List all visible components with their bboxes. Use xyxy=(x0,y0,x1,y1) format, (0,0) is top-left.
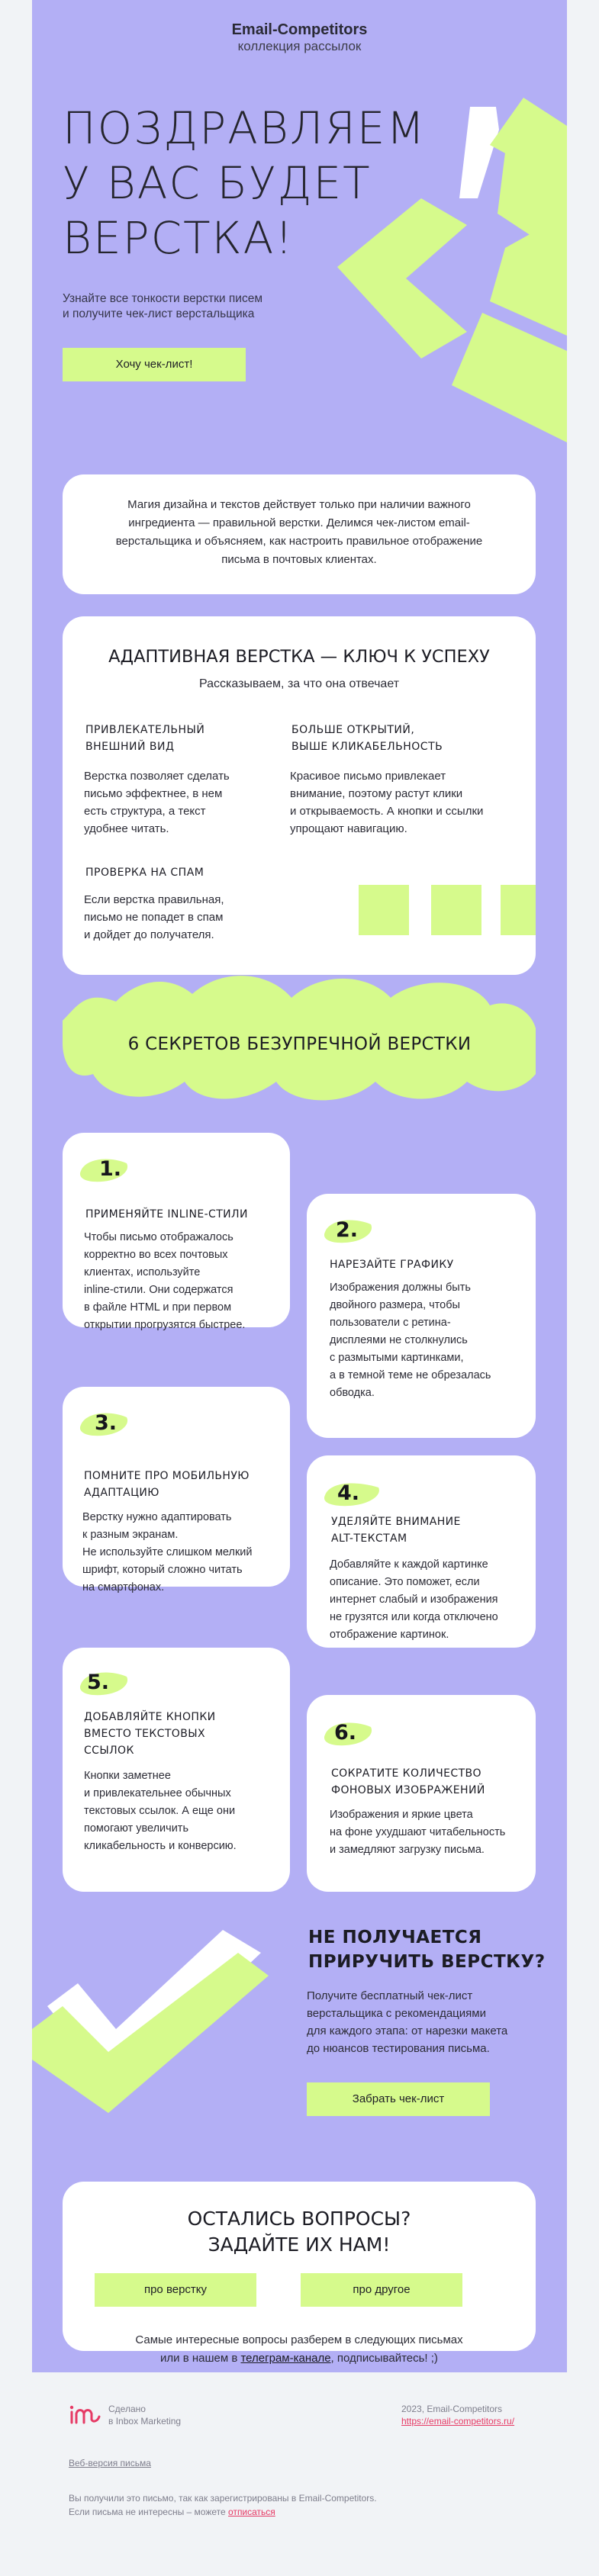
feature-text-line: и открываемость. А кнопки и ссылки xyxy=(290,805,484,818)
site-link[interactable]: https://email-competitors.ru/ xyxy=(401,2416,515,2426)
secret-text-line: пользователи с ретина- xyxy=(330,1317,451,1329)
secret-heading-line: СОКРАТИТЕ КОЛИЧЕСТВО xyxy=(331,1767,481,1780)
secret-text-line: на смартфонах. xyxy=(82,1581,165,1594)
decor-square xyxy=(359,885,409,935)
secret-text-line: шрифт, который сложно читать xyxy=(82,1564,243,1576)
feature-text xyxy=(84,891,224,944)
adaptive-lead: Рассказываем, за что она отвечает xyxy=(198,677,400,690)
secret-text-line: обводка. xyxy=(330,1387,375,1399)
secret-text xyxy=(330,1806,505,1859)
footer-note-line: Вы получили это письмо, так как зарегистрированы в Email-Competitors. xyxy=(69,2493,377,2504)
cta-text-line: для каждого этапа: от нарезки макета xyxy=(307,2024,508,2037)
feature-text-line: и дойдет до получателя. xyxy=(84,928,214,941)
secret-heading-line: НАРЕЗАЙТЕ ГРАФИКУ xyxy=(330,1259,454,1271)
text-span: , подписывайтесь! ;) xyxy=(330,2352,438,2365)
cta-text-line: верстальщика с рекомендациями xyxy=(307,2007,486,2020)
secret-text-line: описание. Это поможет, если xyxy=(330,1576,480,1588)
secret-text-line: и замедляют загрузку письма. xyxy=(330,1844,485,1856)
questions-title xyxy=(63,2206,536,2258)
footer xyxy=(32,2372,567,2576)
secret-number: 5. xyxy=(87,1671,110,1694)
cta-text xyxy=(307,1987,536,2057)
secret-text-line: интернет слабый и изображения xyxy=(330,1594,498,1606)
unsubscribe-link[interactable]: отписаться xyxy=(228,2507,275,2517)
secret-text-line: Верстку нужно адаптировать xyxy=(82,1511,232,1523)
cta-text-line: Получите бесплатный чек-лист xyxy=(307,1989,473,2002)
secret-heading xyxy=(85,1206,248,1223)
secret-text xyxy=(330,1556,498,1644)
secret-heading xyxy=(330,1256,454,1273)
feature-heading xyxy=(85,722,204,755)
secret-text-line: кликабельность и конверсию. xyxy=(84,1840,237,1852)
secret-heading-line: ФОНОВЫХ ИЗОБРАЖЕНИЙ xyxy=(331,1784,485,1796)
footer-note xyxy=(69,2491,377,2519)
secret-heading-line: ALT-ТЕКСТАМ xyxy=(331,1532,407,1545)
secret-number: 4. xyxy=(337,1481,360,1505)
secret-text-line: Изображения и яркие цвета xyxy=(330,1809,473,1821)
feature-heading-line: БОЛЬШЕ ОТКРЫТИЙ, xyxy=(291,724,415,736)
feature-text-line: Красивое письмо привлекает xyxy=(290,770,446,783)
questions-title-line: ОСТАЛИСЬ ВОПРОСЫ? xyxy=(187,2208,411,2230)
get-checklist-button[interactable]: Хочу чек-лист! xyxy=(63,348,246,381)
secret-heading-line: АДАПТАЦИЮ xyxy=(84,1487,159,1499)
hero-subtitle-line: и получите чек-лист верстальщика xyxy=(63,307,255,320)
secret-heading xyxy=(84,1468,250,1501)
secret-text-line: inline-стили. Они содержатся xyxy=(84,1284,233,1296)
feature-text-line: есть структура, а текст xyxy=(84,805,206,818)
inbox-marketing-logo-icon xyxy=(69,2404,102,2424)
cta-title-line: ПРИРУЧИТЬ ВЕРСТКУ? xyxy=(308,1952,546,1972)
copyright-year: 2023, Email-Competitors xyxy=(401,2404,503,2414)
questions-text xyxy=(63,2331,536,2368)
footer-note-line xyxy=(69,2505,377,2519)
feature-text-line: письмо эффектнее, в нем xyxy=(84,787,223,800)
secret-heading xyxy=(331,1513,461,1547)
feature-text xyxy=(290,767,483,838)
secrets-title: 6 СЕКРЕТОВ БЕЗУПРЕЧНОЙ ВЕРСТКИ xyxy=(127,1034,472,1054)
feature-heading-line: ПРОВЕРКА НА СПАМ xyxy=(85,867,204,879)
brand-subtitle: коллекция рассылок xyxy=(237,39,362,53)
secret-text-line: отображение картинок. xyxy=(330,1629,449,1641)
hero-title xyxy=(63,101,426,265)
secret-text-line: Чтобы письмо отображалось xyxy=(84,1231,233,1243)
secret-number: 2. xyxy=(336,1218,359,1242)
secret-text-line: дисплеями не столкнулись xyxy=(330,1334,468,1346)
about-other-button[interactable]: про другое xyxy=(301,2273,462,2307)
secret-text-line: и привлекательнее обычных xyxy=(84,1787,231,1799)
feature-text-line: письмо не попадет в спам xyxy=(84,911,224,924)
cta-title-line: НЕ ПОЛУЧАЕТСЯ xyxy=(308,1928,482,1947)
secret-number: 3. xyxy=(95,1411,118,1435)
telegram-link[interactable]: телеграм-канале xyxy=(240,2352,331,2365)
made-by-line: в Inbox Marketing xyxy=(108,2416,182,2426)
secret-card-6 xyxy=(307,1695,536,1892)
questions-card xyxy=(63,2182,536,2365)
secret-heading xyxy=(331,1765,485,1799)
secret-text-line: Добавляйте к каждой картинке xyxy=(330,1558,488,1571)
secret-heading-line: УДЕЛЯЙТЕ ВНИМАНИЕ xyxy=(331,1516,461,1528)
secret-number: 1. xyxy=(99,1157,122,1181)
secret-number: 6. xyxy=(334,1721,357,1745)
cta-title xyxy=(308,1925,546,1974)
secret-text-line: Кнопки заметнее xyxy=(84,1770,171,1782)
secret-text-line: Изображения должны быть xyxy=(330,1282,471,1294)
email-page xyxy=(32,0,567,2576)
text-span: или в нашем в xyxy=(160,2352,241,2365)
brand-name[interactable]: Email-Competitors xyxy=(231,21,368,38)
take-checklist-button[interactable]: Забрать чек-лист xyxy=(307,2082,490,2116)
intro-card xyxy=(63,474,536,594)
secret-text-line: двойного размера, чтобы xyxy=(330,1299,460,1311)
secret-text-line: не грузятся или когда отключено xyxy=(330,1611,498,1623)
adaptive-title: АДАПТИВНАЯ ВЕРСТКА — КЛЮЧ К УСПЕХУ xyxy=(108,647,490,667)
secret-text xyxy=(330,1279,491,1402)
adaptive-card xyxy=(63,616,536,975)
secret-card-1 xyxy=(63,1133,290,1331)
questions-title-line: ЗАДАЙТЕ ИХ НАМ! xyxy=(208,2233,391,2256)
secret-text xyxy=(82,1509,253,1597)
feature-heading-line: ПРИВЛЕКАТЕЛЬНЫЙ xyxy=(85,724,205,736)
secret-text-line: корректно во всех почтовых xyxy=(84,1249,228,1261)
secret-heading-line: ССЫЛОК xyxy=(84,1745,134,1757)
secret-text-line: к разным экранам. xyxy=(82,1529,179,1541)
feature-text-line: Верстка позволяет сделать xyxy=(84,770,230,783)
made-by-line: Сделано xyxy=(108,2404,146,2414)
secret-text xyxy=(84,1767,237,1855)
feature-heading xyxy=(85,864,204,881)
secret-text-line: с размытыми картинками, xyxy=(330,1352,464,1364)
lavender-background xyxy=(32,0,567,2372)
secret-text-line: открытии прогрузятся быстрее. xyxy=(84,1319,246,1331)
hero-subtitle xyxy=(63,291,322,322)
secret-text-line: а в темной теме не обрезалась xyxy=(330,1369,491,1381)
feature-heading-line: ВЫШЕ КЛИКАБЕЛЬНОСТЬ xyxy=(291,741,443,753)
questions-text-line xyxy=(63,2349,536,2368)
secret-text-line: клиентах, используйте xyxy=(84,1266,201,1278)
about-layout-button[interactable]: про верстку xyxy=(95,2273,256,2307)
feature-text-line: внимание, поэтому растут клики xyxy=(290,787,463,800)
secret-text-line: текстовых ссылок. А еще они xyxy=(84,1805,236,1817)
feature-text xyxy=(84,767,230,838)
secret-heading-line: ПРИМЕНЯЙТЕ INLINE-СТИЛИ xyxy=(85,1208,248,1220)
brand-header xyxy=(32,21,567,54)
feature-text-line: Если верстка правильная, xyxy=(84,893,224,906)
checkmark-graphic xyxy=(32,1907,291,2121)
made-by[interactable] xyxy=(108,2403,181,2427)
feature-heading xyxy=(291,722,443,755)
feature-heading-line: ВНЕШНИЙ ВИД xyxy=(85,741,175,753)
secret-heading xyxy=(84,1709,216,1759)
secret-text xyxy=(84,1229,245,1334)
questions-text-line: Самые интересные вопросы разберем в следующих письмах xyxy=(135,2333,463,2346)
feature-text-line: упрощают навигацию. xyxy=(290,822,407,835)
hero-subtitle-line: Узнайте все тонкости верстки писем xyxy=(63,292,262,305)
web-version-link[interactable]: Веб-версия письма xyxy=(69,2458,151,2468)
decor-square xyxy=(501,885,536,935)
secret-heading-line: ДОБАВЛЯЙТЕ КНОПКИ xyxy=(84,1711,216,1723)
secret-text-line: помогают увеличить xyxy=(84,1822,188,1835)
decor-square xyxy=(431,885,481,935)
hero-title-line: ВЕРСТКА! xyxy=(63,212,295,264)
secret-card-5 xyxy=(63,1648,290,1892)
hero-title-line: У ВАС БУДЕТ xyxy=(63,157,372,209)
feature-text-line: удобнее читать. xyxy=(84,822,169,835)
secret-card-4 xyxy=(307,1455,536,1648)
secret-card-2 xyxy=(307,1194,536,1438)
secret-heading-line: ВМЕСТО ТЕКСТОВЫХ xyxy=(84,1728,205,1740)
secret-card-3 xyxy=(63,1387,290,1594)
hero-title-line: ПОЗДРАВЛЯЕМ xyxy=(63,102,427,154)
secret-text-line: Не используйте слишком мелкий xyxy=(82,1546,253,1558)
intro-text: Магия дизайна и текстов действует только при наличии важного ингредиента — правильной верстки. Делимся чек-листом email-верстальщика и объясняем, как настроить правильное отображение письма в почтовых клиентах. xyxy=(115,498,483,566)
secret-text-line: на фоне ухудшают читабельность xyxy=(330,1826,506,1838)
cta-text-line: до нюансов тестирования письма. xyxy=(307,2042,490,2055)
secret-heading-line: ПОМНИТЕ ПРО МОБИЛЬНУЮ xyxy=(84,1470,250,1482)
footer-copyright xyxy=(401,2403,514,2427)
text-span: Если письма не интересны – можете xyxy=(69,2507,229,2517)
secret-text-line: в файле HTML и при первом xyxy=(84,1301,232,1314)
